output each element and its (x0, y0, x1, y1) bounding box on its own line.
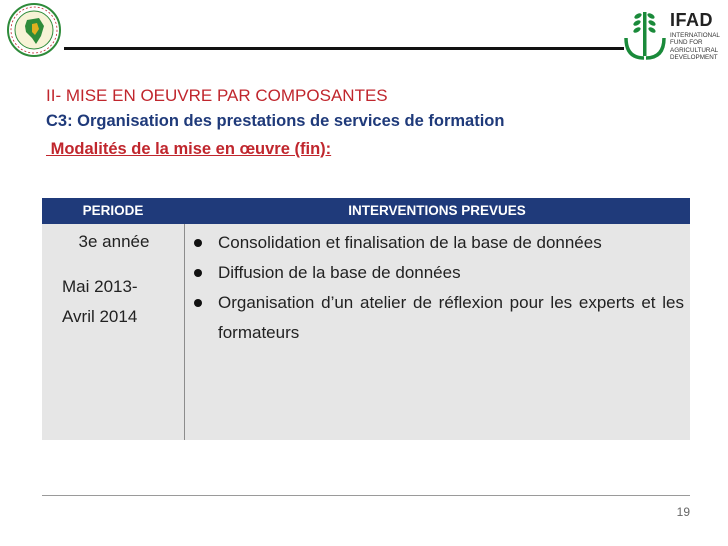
component-title: C3: Organisation des prestations de services de formation (46, 112, 505, 130)
section-title: II- MISE EN OEUVRE PAR COMPOSANTES (46, 86, 388, 105)
ifad-subtitle-line: DEVELOPMENT (670, 54, 718, 62)
ifad-subtitle-line: FUND FOR (670, 39, 703, 47)
subtitle: Modalités de la mise en œuvre (fin): (46, 140, 332, 158)
list-item: Diffusion de la base de données (190, 258, 684, 288)
period-year: 3e année (78, 232, 150, 251)
west-africa-organization-logo (6, 2, 62, 58)
header-periode: PERIODE (82, 203, 144, 218)
table-header (42, 198, 690, 224)
column-divider (184, 224, 185, 440)
ifad-logo (622, 4, 726, 64)
ifad-brand-text: IFAD (670, 10, 714, 30)
page-number: 19 (676, 505, 690, 519)
table-row (42, 224, 690, 440)
period-range (62, 272, 182, 332)
ifad-subtitle (670, 32, 720, 62)
ifad-subtitle-line: INTERNATIONAL (670, 32, 720, 39)
ifad-wheat-icon (622, 4, 668, 64)
ifad-subtitle-line: AGRICULTURAL (670, 46, 719, 54)
header-rule (64, 47, 624, 50)
list-item: Organisation d’un atelier de réflexion pour les experts et les formateurs (190, 288, 684, 348)
list-item: Consolidation et finalisation de la base de données (190, 228, 684, 258)
period-range-start: Mai 2013- (62, 277, 138, 296)
organization-seal-icon (6, 2, 62, 58)
period-range-end: Avril 2014 (62, 307, 138, 326)
footer-rule (42, 495, 690, 496)
interventions-list (190, 228, 684, 348)
header-interventions: INTERVENTIONS PREVUES (348, 203, 526, 218)
interventions-table (42, 198, 690, 440)
